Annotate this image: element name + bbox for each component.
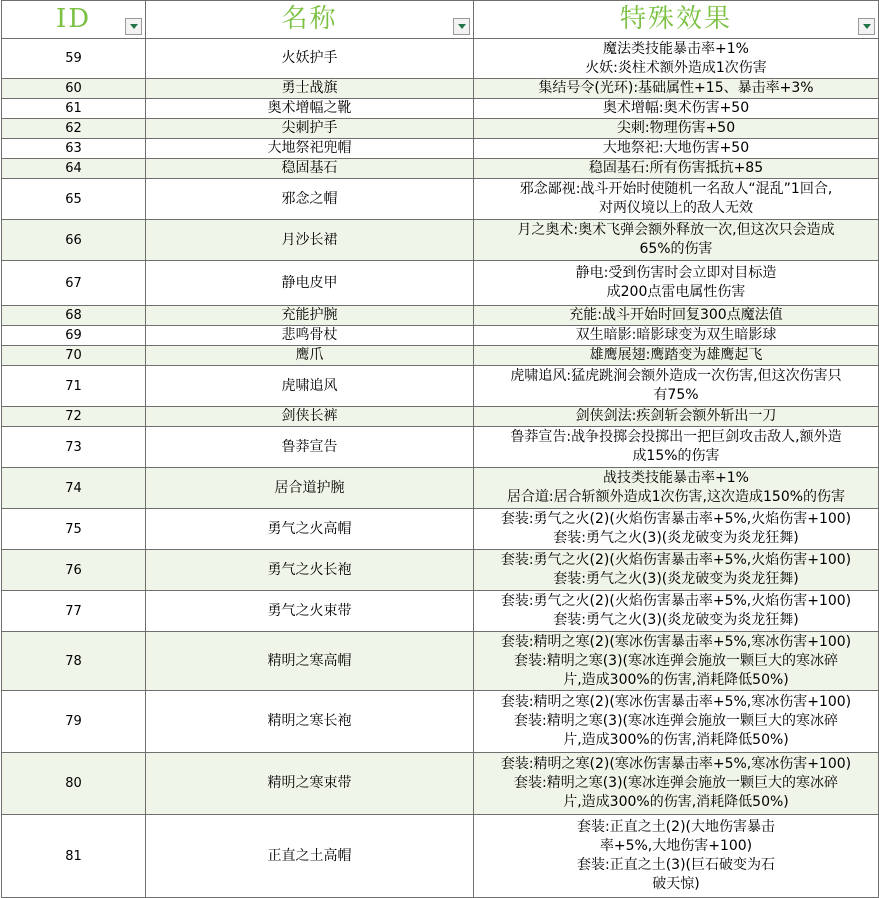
effect-line: 套装:勇气之火(3)(炎龙破变为炎龙狂舞) (553, 530, 799, 546)
table-row (2, 550, 879, 591)
effect-line: 套装:精明之寒(2)(寒冰伤害暴击率+5%,寒冰伤害+100) (500, 633, 852, 650)
effect-line: 战技类技能暴击率+1% (603, 470, 749, 486)
cell-name[interactable]: 奥术增幅之靴 (146, 99, 474, 119)
cell-id[interactable]: 77 (2, 591, 146, 632)
cell-name[interactable]: 尖刺护手 (146, 119, 474, 139)
cell-effect[interactable] (474, 407, 879, 427)
cell-effect[interactable] (474, 366, 879, 407)
table-row (2, 159, 879, 179)
cell-effect[interactable] (474, 346, 879, 366)
effect-line: 鲁莽宣告:战争投掷会投掷出一把巨剑攻击敌人,额外造 (510, 429, 842, 445)
cell-effect[interactable] (474, 509, 879, 550)
cell-id[interactable]: 74 (2, 468, 146, 509)
cell-id[interactable]: 81 (2, 815, 146, 898)
cell-id[interactable]: 59 (2, 39, 146, 79)
cell-effect[interactable] (474, 591, 879, 632)
cell-effect[interactable] (474, 427, 879, 468)
effect-line: 套装:正直之土(3)(巨石破变为石 (576, 857, 775, 873)
cell-effect[interactable] (474, 220, 879, 261)
table-row (2, 407, 879, 427)
cell-id[interactable]: 60 (2, 79, 146, 99)
table-row (2, 815, 879, 898)
effect-line: 对两仪境以上的敌人无效 (599, 200, 753, 216)
table-row (2, 119, 879, 139)
cell-name[interactable]: 火妖护手 (146, 39, 474, 79)
effect-line: 片,造成300%的伤害,消耗降低50%) (563, 794, 789, 810)
cell-id[interactable]: 64 (2, 159, 146, 179)
cell-name[interactable]: 精明之寒高帽 (146, 632, 474, 691)
cell-id[interactable]: 71 (2, 366, 146, 407)
cell-name[interactable]: 鲁莽宣告 (146, 427, 474, 468)
effect-line: 虎啸追风:猛虎跳涧会额外造成一次伤害,但这次伤害只 (510, 368, 842, 384)
cell-name[interactable]: 勇士战旗 (146, 79, 474, 99)
effect-line: 奥术增幅:奥术伤害+50 (602, 100, 750, 116)
table-row (2, 99, 879, 119)
cell-id[interactable]: 73 (2, 427, 146, 468)
cell-name[interactable]: 鹰爪 (146, 346, 474, 366)
table-row (2, 509, 879, 550)
cell-id[interactable]: 80 (2, 753, 146, 815)
effect-line: 邪念鄙视:战斗开始时使随机一名敌人“混乱”1回合, (519, 181, 833, 197)
cell-id[interactable]: 61 (2, 99, 146, 119)
cell-effect[interactable] (474, 306, 879, 326)
cell-name[interactable]: 充能护腕 (146, 306, 474, 326)
header-id (2, 1, 146, 39)
cell-id[interactable]: 76 (2, 550, 146, 591)
cell-name[interactable]: 月沙长裙 (146, 220, 474, 261)
effect-line: 雄鹰展翅:鹰踏变为雄鹰起飞 (589, 347, 763, 363)
cell-name[interactable]: 静电皮甲 (146, 261, 474, 306)
header-effect (474, 1, 879, 39)
effect-line: 65%的伤害 (639, 241, 713, 257)
table-row (2, 39, 879, 79)
effect-line: 充能:战斗开始时回复300点魔法值 (569, 307, 783, 323)
effect-line: 火妖:炎柱术额外造成1次伤害 (585, 59, 767, 76)
effect-line: 尖刺:物理伤害+50 (616, 120, 736, 136)
effect-line: 大地祭祀:大地伤害+50 (602, 140, 750, 156)
cell-name[interactable]: 虎啸追风 (146, 366, 474, 407)
table-row (2, 632, 879, 691)
effect-line: 套装:精明之寒(3)(寒冰连弹会施放一颗巨大的寒冰碎 (513, 775, 838, 791)
header-id-label: ID (55, 4, 92, 34)
cell-effect[interactable] (474, 632, 879, 691)
effect-line: 静电:受到伤害时会立即对目标造 (575, 265, 777, 281)
cell-id[interactable]: 65 (2, 179, 146, 220)
table-row (2, 591, 879, 632)
cell-effect[interactable] (474, 326, 879, 346)
cell-id[interactable]: 69 (2, 326, 146, 346)
item-table (1, 0, 879, 898)
cell-id[interactable]: 66 (2, 220, 146, 261)
effect-line: 套装:勇气之火(2)(火焰伤害暴击率+5%,火焰伤害+100) (500, 552, 852, 568)
table-row (2, 261, 879, 306)
effect-line: 套装:精明之寒(3)(寒冰连弹会施放一颗巨大的寒冰碎 (513, 652, 838, 669)
effect-line: 居合道:居合斩额外造成1次伤害,这次造成150%的伤害 (506, 489, 846, 505)
table-row (2, 468, 879, 509)
effect-line: 集结号令(光环):基础属性+15、暴击率+3% (538, 80, 814, 96)
table-row (2, 139, 879, 159)
effect-line: 套装:勇气之火(3)(炎龙破变为炎龙狂舞) (553, 612, 799, 628)
effect-line: 套装:勇气之火(3)(炎龙破变为炎龙狂舞) (553, 571, 799, 587)
cell-effect[interactable] (474, 691, 879, 753)
effect-line: 套装:精明之寒(2)(寒冰伤害暴击率+5%,寒冰伤害+100) (500, 694, 852, 710)
cell-effect[interactable] (474, 79, 879, 99)
cell-id[interactable]: 68 (2, 306, 146, 326)
filter-dropdown-icon[interactable] (858, 18, 875, 35)
cell-id[interactable]: 67 (2, 261, 146, 306)
cell-id[interactable]: 78 (2, 632, 146, 691)
cell-name[interactable]: 稳固基石 (146, 159, 474, 179)
cell-id[interactable]: 63 (2, 139, 146, 159)
cell-name[interactable]: 邪念之帽 (146, 179, 474, 220)
cell-name[interactable]: 正直之土高帽 (146, 815, 474, 898)
cell-effect[interactable] (474, 753, 879, 815)
table-row (2, 753, 879, 815)
cell-name[interactable]: 精明之寒束带 (146, 753, 474, 815)
table-row (2, 366, 879, 407)
effect-line: 套装:勇气之火(2)(火焰伤害暴击率+5%,火焰伤害+100) (500, 511, 852, 527)
table-row (2, 79, 879, 99)
table-row (2, 306, 879, 326)
cell-effect[interactable] (474, 99, 879, 119)
effect-line: 成15%的伤害 (632, 448, 720, 464)
cell-id[interactable]: 62 (2, 119, 146, 139)
cell-name[interactable]: 居合道护腕 (146, 468, 474, 509)
cell-effect[interactable] (474, 468, 879, 509)
cell-name[interactable]: 剑侠长裤 (146, 407, 474, 427)
effect-line: 剑侠剑法:疾剑斩会额外斩出一刀 (575, 408, 777, 424)
cell-effect[interactable] (474, 159, 879, 179)
effect-line: 破天惊) (652, 876, 700, 892)
cell-name[interactable]: 大地祭祀兜帽 (146, 139, 474, 159)
effect-line: 成200点雷电属性伤害 (606, 284, 746, 300)
effect-line: 稳固基石:所有伤害抵抗+85 (588, 160, 764, 176)
table-row (2, 220, 879, 261)
header-name (146, 1, 474, 39)
cell-effect[interactable] (474, 179, 879, 220)
effect-line: 片,造成300%的伤害,消耗降低50%) (563, 671, 789, 688)
effect-line: 片,造成300%的伤害,消耗降低50%) (563, 732, 789, 748)
table-row (2, 179, 879, 220)
table-row (2, 691, 879, 753)
filter-dropdown-icon[interactable] (453, 18, 470, 35)
effect-line: 套装:正直之土(2)(大地伤害暴击 (576, 819, 775, 835)
table-row (2, 427, 879, 468)
effect-line: 套装:勇气之火(2)(火焰伤害暴击率+5%,火焰伤害+100) (500, 593, 852, 609)
effect-line: 有75% (653, 387, 699, 403)
effect-line: 率+5%,大地伤害+100) (599, 838, 753, 854)
table-row (2, 346, 879, 366)
effect-line: 套装:精明之寒(2)(寒冰伤害暴击率+5%,寒冰伤害+100) (500, 756, 852, 772)
cell-effect[interactable] (474, 261, 879, 306)
header-effect-label: 特殊效果 (619, 4, 732, 34)
effect-line: 魔法类技能暴击率+1% (603, 40, 749, 57)
cell-effect[interactable] (474, 119, 879, 139)
cell-effect[interactable] (474, 139, 879, 159)
effect-line: 双生暗影:暗影球变为双生暗影球 (575, 327, 777, 343)
effect-line: 套装:精明之寒(3)(寒冰连弹会施放一颗巨大的寒冰碎 (513, 713, 838, 729)
cell-id[interactable]: 72 (2, 407, 146, 427)
header-row (2, 1, 879, 39)
header-name-label: 名称 (281, 4, 338, 34)
cell-name[interactable]: 勇气之火束带 (146, 591, 474, 632)
cell-id[interactable]: 79 (2, 691, 146, 753)
cell-name[interactable]: 悲鸣骨杖 (146, 326, 474, 346)
cell-effect[interactable] (474, 550, 879, 591)
cell-id[interactable]: 70 (2, 346, 146, 366)
filter-dropdown-icon[interactable] (125, 18, 142, 35)
cell-name[interactable]: 精明之寒长袍 (146, 691, 474, 753)
effect-line: 月之奥术:奥术飞弹会额外释放一次,但这次只会造成 (517, 222, 835, 238)
cell-name[interactable]: 勇气之火长袍 (146, 550, 474, 591)
cell-name[interactable]: 勇气之火高帽 (146, 509, 474, 550)
cell-effect[interactable] (474, 815, 879, 898)
cell-id[interactable]: 75 (2, 509, 146, 550)
table-row (2, 326, 879, 346)
cell-effect[interactable] (474, 39, 879, 79)
